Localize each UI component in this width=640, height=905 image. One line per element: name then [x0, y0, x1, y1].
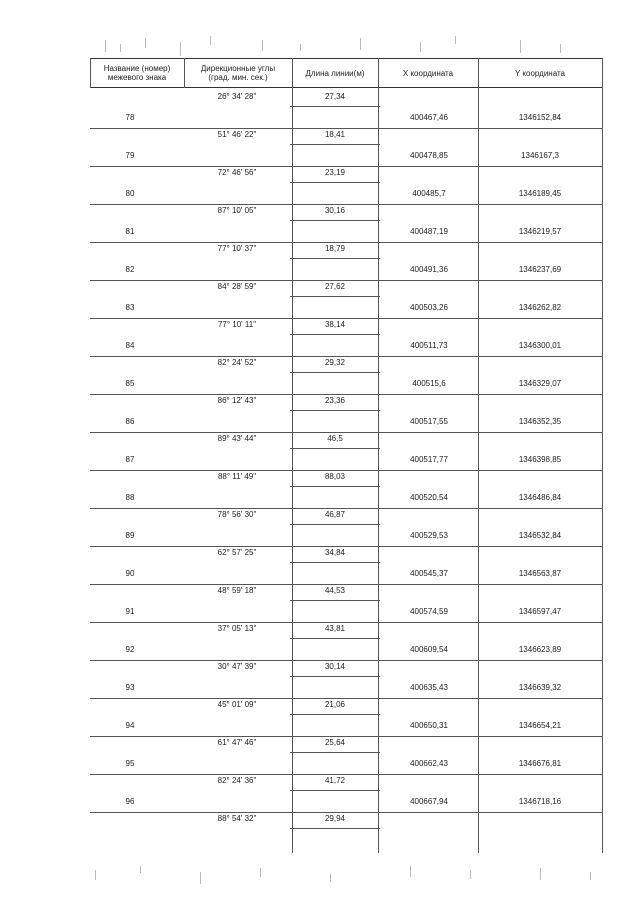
- scan-speck: [330, 874, 331, 882]
- point-x: 400650,31: [410, 721, 448, 730]
- point-x: 400485,7: [412, 189, 446, 198]
- segment-length: 38,14: [324, 320, 346, 329]
- point-y: 1346352,35: [518, 417, 562, 426]
- segment-angle: 86° 12' 43": [217, 396, 257, 405]
- point-y: 1346300,01: [518, 341, 562, 350]
- scan-speck: [420, 42, 421, 52]
- point-y: 1346237,69: [518, 265, 562, 274]
- segment-angle: 51° 46' 22": [217, 130, 257, 139]
- point-x: 400467,46: [410, 113, 448, 122]
- point-x: 400515,6: [412, 379, 446, 388]
- column-divider: [292, 88, 293, 853]
- segment-separator: [290, 220, 380, 221]
- scan-speck: [145, 38, 146, 48]
- header-x: X координата: [378, 58, 478, 88]
- segment-separator: [290, 182, 380, 183]
- scan-speck: [410, 866, 411, 877]
- point-separator: [90, 812, 602, 813]
- point-separator: [90, 356, 602, 357]
- point-x: 400667,94: [410, 797, 448, 806]
- scan-speck: [260, 868, 261, 877]
- point-separator: [90, 774, 602, 775]
- point-separator: [90, 470, 602, 471]
- segment-length: 44,53: [324, 586, 346, 595]
- segment-angle: 37° 05' 13": [217, 624, 257, 633]
- segment-angle: 88° 54' 32": [217, 814, 257, 823]
- point-x: 400511,73: [410, 341, 448, 350]
- segment-separator: [290, 790, 380, 791]
- segment-length: 23,36: [324, 396, 346, 405]
- scan-speck: [560, 44, 561, 53]
- segment-separator: [290, 296, 380, 297]
- scan-speck: [140, 866, 141, 873]
- segment-length: 29,32: [324, 358, 346, 367]
- point-y: 1346167,3: [521, 151, 559, 160]
- scan-speck: [300, 44, 301, 51]
- segment-length: 30,16: [324, 206, 346, 215]
- segment-angle: 82° 24' 52": [217, 358, 257, 367]
- point-separator: [90, 660, 602, 661]
- segment-angle: 84° 28' 59": [217, 282, 257, 291]
- segment-length: 25,64: [324, 738, 346, 747]
- point-name: 94: [125, 721, 135, 730]
- segment-separator: [290, 524, 380, 525]
- point-y: 1346398,85: [518, 455, 562, 464]
- segment-angle: 45° 01' 09": [217, 700, 257, 709]
- segment-separator: [290, 600, 380, 601]
- segment-angle: 48° 59' 18": [217, 586, 257, 595]
- point-name: 83: [125, 303, 135, 312]
- segment-length: 18,79: [324, 244, 346, 253]
- header-divider: [602, 58, 603, 88]
- point-x: 400491,36: [410, 265, 448, 274]
- point-separator: [90, 432, 602, 433]
- point-y: 1346639,32: [518, 683, 562, 692]
- scan-speck: [540, 868, 541, 880]
- segment-separator: [290, 372, 380, 373]
- point-separator: [90, 166, 602, 167]
- segment-length: 18,41: [324, 130, 346, 139]
- scan-speck: [470, 870, 471, 879]
- scan-speck: [105, 40, 106, 52]
- segment-angle: 82° 24' 36": [217, 776, 257, 785]
- point-name: 86: [125, 417, 135, 426]
- segment-separator: [290, 410, 380, 411]
- point-x: 400635,43: [410, 683, 448, 692]
- point-name: 89: [125, 531, 135, 540]
- point-x: 400529,53: [410, 531, 448, 540]
- point-separator: [90, 204, 602, 205]
- point-y: 1346152,84: [518, 113, 562, 122]
- point-x: 400662,43: [410, 759, 448, 768]
- point-name: 90: [125, 569, 135, 578]
- header-divider: [292, 58, 293, 88]
- point-name: 88: [125, 493, 135, 502]
- scan-speck: [95, 870, 96, 880]
- point-x: 400520,54: [410, 493, 448, 502]
- segment-angle: 30° 47' 39": [217, 662, 257, 671]
- point-name: 78: [125, 113, 135, 122]
- segment-angle: 72° 46' 56": [217, 168, 257, 177]
- point-y: 1346563,87: [518, 569, 562, 578]
- point-separator: [90, 128, 602, 129]
- segment-separator: [290, 752, 380, 753]
- point-separator: [90, 394, 602, 395]
- scan-speck: [180, 42, 181, 56]
- point-separator: [90, 698, 602, 699]
- segment-separator: [290, 828, 380, 829]
- point-name: 84: [125, 341, 135, 350]
- header-divider: [378, 58, 379, 88]
- segment-angle: 26° 34' 28": [217, 92, 257, 101]
- segment-separator: [290, 676, 380, 677]
- point-separator: [90, 622, 602, 623]
- header-divider: [478, 58, 479, 88]
- point-name: 91: [125, 607, 135, 616]
- segment-separator: [290, 562, 380, 563]
- scan-speck: [262, 40, 263, 51]
- segment-length: 46,87: [324, 510, 346, 519]
- point-y: 1346262,82: [518, 303, 562, 312]
- segment-angle: 78° 56' 30": [217, 510, 257, 519]
- segment-angle: 88° 11' 49": [217, 472, 257, 481]
- point-y: 1346676,81: [518, 759, 562, 768]
- segment-separator: [290, 144, 380, 145]
- segment-length: 30,14: [324, 662, 346, 671]
- segment-length: 34,84: [324, 548, 346, 557]
- segment-separator: [290, 106, 380, 107]
- segment-separator: [290, 714, 380, 715]
- segment-angle: 61° 47' 46": [217, 738, 257, 747]
- point-x: 400517,77: [410, 455, 448, 464]
- scan-speck: [455, 36, 456, 44]
- segment-angle: 89° 43' 44": [217, 434, 257, 443]
- point-y: 1346597,47: [518, 607, 562, 616]
- point-separator: [90, 584, 602, 585]
- column-divider: [378, 88, 379, 853]
- point-separator: [90, 242, 602, 243]
- point-name: 96: [125, 797, 135, 806]
- scan-speck: [590, 872, 591, 880]
- point-separator: [90, 546, 602, 547]
- point-x: 400574,59: [410, 607, 448, 616]
- segment-length: 27,34: [324, 92, 346, 101]
- segment-separator: [290, 486, 380, 487]
- segment-length: 29,94: [324, 814, 346, 823]
- point-y: 1346532,84: [518, 531, 562, 540]
- scan-speck: [360, 38, 361, 50]
- segment-length: 43,81: [324, 624, 346, 633]
- scan-speck: [200, 872, 201, 884]
- segment-separator: [290, 448, 380, 449]
- point-name: 81: [125, 227, 135, 236]
- point-separator: [90, 508, 602, 509]
- point-y: 1346329,07: [518, 379, 562, 388]
- header-divider: [184, 58, 185, 88]
- point-separator: [90, 318, 602, 319]
- column-divider: [478, 88, 479, 853]
- point-x: 400503,26: [410, 303, 448, 312]
- point-y: 1346219,57: [518, 227, 562, 236]
- segment-length: 21,06: [324, 700, 346, 709]
- scan-speck: [520, 40, 521, 53]
- point-separator: [90, 280, 602, 281]
- segment-length: 27,62: [324, 282, 346, 291]
- point-separator: [90, 736, 602, 737]
- point-y: 1346654,21: [518, 721, 562, 730]
- point-name: 80: [125, 189, 135, 198]
- point-name: 82: [125, 265, 135, 274]
- scan-speck: [120, 44, 121, 52]
- header-angle: Дирекционные углы (град. мин. сек.): [184, 58, 292, 88]
- segment-separator: [290, 638, 380, 639]
- segment-length: 23,19: [324, 168, 346, 177]
- point-x: 400517,55: [410, 417, 448, 426]
- segment-angle: 77° 10' 11": [217, 320, 257, 329]
- point-name: 93: [125, 683, 135, 692]
- segment-length: 88,03: [324, 472, 346, 481]
- point-y: 1346486,84: [518, 493, 562, 502]
- segment-angle: 87° 10' 05": [217, 206, 257, 215]
- point-x: 400609,54: [410, 645, 448, 654]
- header-divider: [90, 58, 91, 88]
- segment-length: 41,72: [324, 776, 346, 785]
- header-y: Y координата: [478, 58, 602, 88]
- segment-separator: [290, 334, 380, 335]
- point-y: 1346623,89: [518, 645, 562, 654]
- point-x: 400478,85: [410, 151, 448, 160]
- segment-angle: 77° 10' 37": [217, 244, 257, 253]
- point-name: 95: [125, 759, 135, 768]
- column-divider: [602, 88, 603, 853]
- segment-angle: 62° 57' 25": [217, 548, 257, 557]
- point-name: 92: [125, 645, 135, 654]
- point-name: 87: [125, 455, 135, 464]
- point-y: 1346189,45: [518, 189, 562, 198]
- point-x: 400545,37: [410, 569, 448, 578]
- segment-separator: [290, 258, 380, 259]
- point-name: 85: [125, 379, 135, 388]
- header-length: Длина линии(м): [292, 58, 378, 88]
- header-name: Название (номер) межевого знака: [90, 58, 184, 88]
- scan-speck: [210, 36, 211, 45]
- point-name: 79: [125, 151, 135, 160]
- point-y: 1346718,16: [518, 797, 562, 806]
- segment-length: 46,5: [327, 434, 343, 443]
- point-x: 400487,19: [410, 227, 448, 236]
